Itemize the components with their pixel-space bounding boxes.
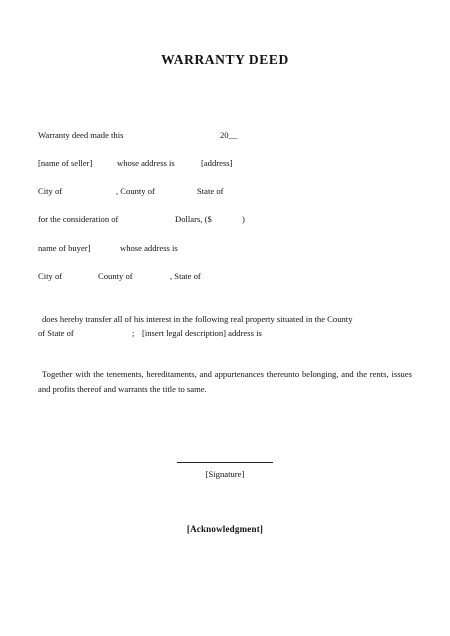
dollars-close-paren: ) [242, 214, 245, 224]
transfer-clause-semicolon: ; [132, 328, 135, 338]
seller-address-field: [address] [201, 158, 233, 168]
buyer-state-label: , State of [170, 271, 201, 281]
seller-state-label: State of [197, 186, 224, 196]
seller-county-label: , County of [116, 186, 155, 196]
transfer-clause-line1: does hereby transfer all of his interest in the following real property situated in the County [42, 314, 353, 324]
deed-year-field: 20__ [220, 130, 238, 140]
consideration-label: for the consideration of [38, 214, 119, 224]
buyer-address-label: whose address is [120, 243, 178, 253]
signature-line [177, 462, 273, 463]
dollars-label: Dollars, ($ [175, 214, 212, 224]
signature-label: [Signature] [205, 469, 245, 479]
buyer-city-label: City of [38, 271, 63, 281]
acknowledgment-heading: [Acknowledgment] [186, 524, 264, 534]
document-title: WARRANTY DEED [161, 52, 289, 67]
seller-city-label: City of [38, 186, 63, 196]
transfer-clause-state: of State of [38, 328, 74, 338]
buyer-name-field: name of buyer] [38, 243, 91, 253]
seller-address-label: whose address is [117, 158, 175, 168]
seller-name-field: [name of seller] [38, 158, 93, 168]
legal-description-field: [insert legal description] address is [142, 328, 262, 338]
deed-date-label: Warranty deed made this [38, 130, 124, 140]
buyer-county-label: County of [98, 271, 133, 281]
appurtenances-clause: Together with the tenements, hereditaments, and appurtenances thereunto belonging, and the rents, issues and profits thereof and warrants the title to same. [38, 369, 412, 394]
